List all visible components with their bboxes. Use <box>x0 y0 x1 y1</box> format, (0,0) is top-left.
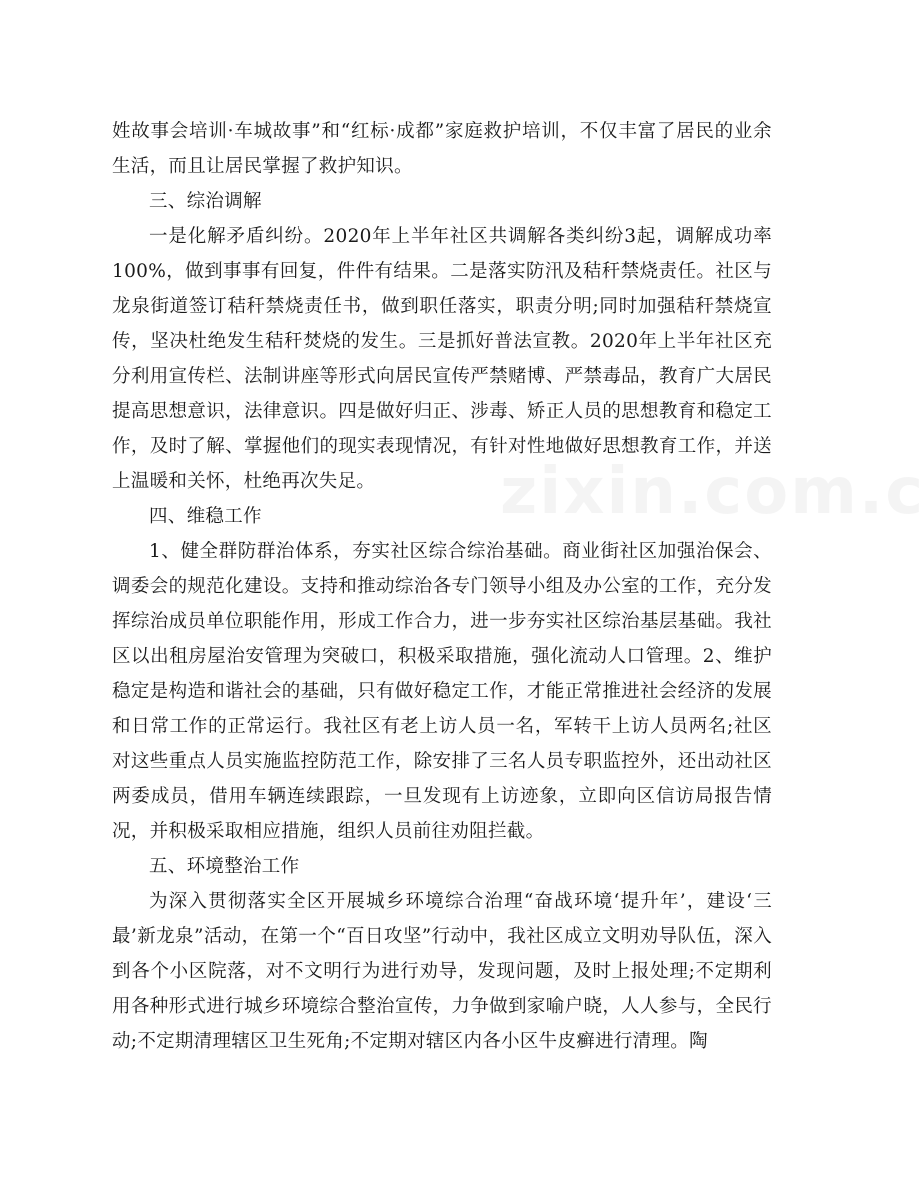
section-heading-environment: 五、环境整治工作 <box>149 856 300 877</box>
paragraph-environment: 为深入贯彻落实全区开展城乡环境综合治理“奋战环境‘提升年’，建设‘三最’新龙泉”活动，在第一个“百日攻坚”行动中，我社区成立文明劝导队伍，深入到各个小区院落，对不文明行为进行劝导，发现问题，及时上报处理;不定期利用各种形式进行城乡环境综合整治宣传，力争做到家喻户晓，人人参与，全民行动;不定期清理辖区卫生死角;不定期对辖区内各小区牛皮癣进行清理。陶 <box>112 891 772 1052</box>
document-body <box>112 114 772 1059</box>
paragraph-stability: 1、健全群防群治体系，夯实社区综合综治基础。商业街社区加强治保会、调委会的规范化建设。支持和推动综治各专门领导小组及办公室的工作，充分发挥综治成员单位职能作用，形成工作合力，进一步夯实社区综治基层基础。我社区以出租房屋治安管理为突破口，积极采取措施，强化流动人口管理。2、维护稳定是构造和谐社会的基础，只有做好稳定工作，才能正常推进社会经济的发展和日常工作的正常运行。我社区有老上访人员一名，军转干上访人员两名;社区对这些重点人员实施监控防范工作，除安排了三名人员专职监控外，还出动社区两委成员，借用车辆连续跟踪，一旦发现有上访迹象，立即向区信访局报告情况，并积极采取相应措施，组织人员前往劝阻拦截。 <box>112 541 772 842</box>
section-heading-mediation: 三、综治调解 <box>149 191 262 212</box>
paragraph-mediation: 一是化解矛盾纠纷。2020年上半年社区共调解各类纠纷3起，调解成功率100%，做到事事有回复，件件有结果。二是落实防汛及秸秆禁烧责任。社区与龙泉街道签订秸秆禁烧责任书，做到职任落实，职责分明;同时加强秸秆禁烧宣传，坚决杜绝发生秸秆焚烧的发生。三是抓好普法宣教。2020年上半年社区充分利用宣传栏、法制讲座等形式向居民宣传严禁赌博、严禁毒品，教育广大居民提高思想意识，法律意识。四是做好归正、涉毒、矫正人员的思想教育和稳定工作，及时了解、掌握他们的现实表现情况，有针对性地做好思想教育工作，并送上温暖和关怀，杜绝再次失足。 <box>112 226 772 492</box>
continuation-paragraph: 姓故事会培训·车城故事”和“红标·成都”家庭救护培训，不仅丰富了居民的业余生活，而且让居民掌握了救护知识。 <box>112 121 772 177</box>
section-heading-stability: 四、维稳工作 <box>149 506 262 527</box>
